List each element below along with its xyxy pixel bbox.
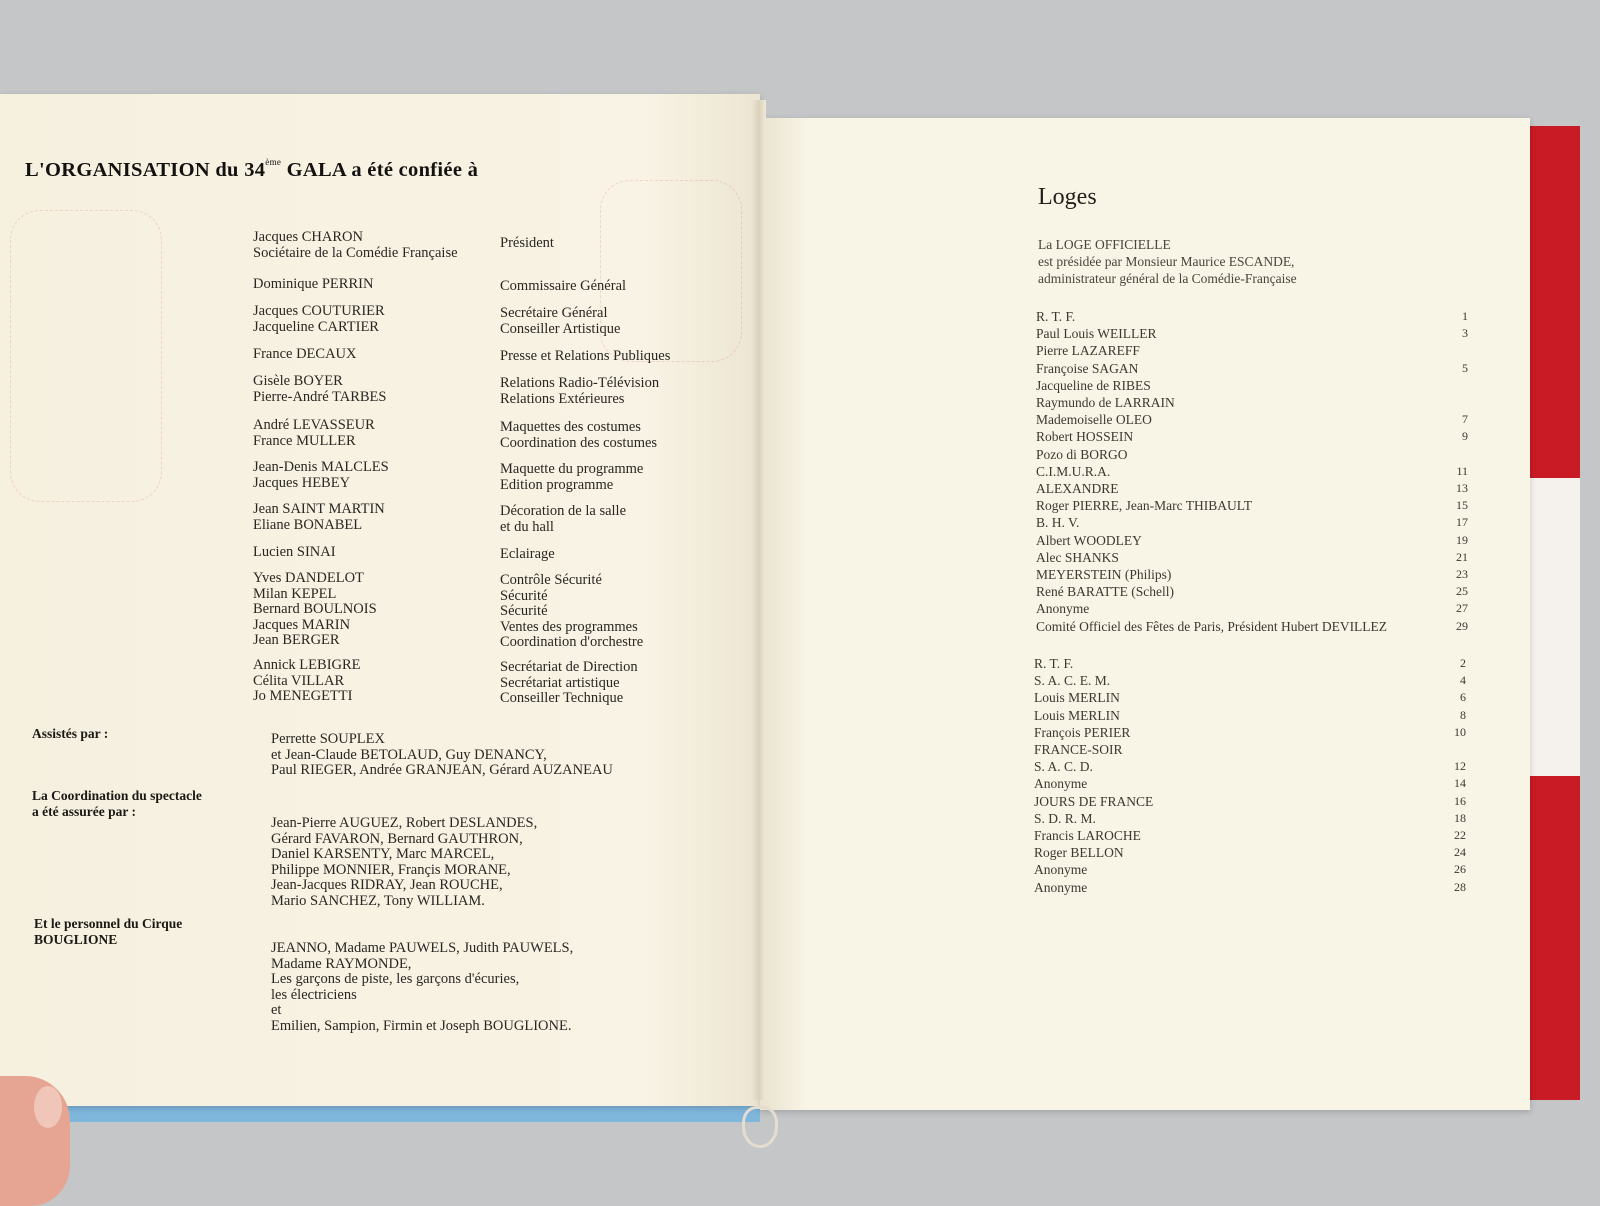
organisation-names xyxy=(253,374,386,405)
organisation-names xyxy=(253,418,375,449)
loge-number: 10 xyxy=(1454,724,1466,739)
loge-holder: Pierre LAZAREFF xyxy=(1036,343,1140,359)
loge-row xyxy=(1034,775,1466,792)
person-name: Sociétaire de la Comédie Française xyxy=(253,244,458,261)
faint-offset-print xyxy=(600,180,742,362)
person-name: France DECAUX xyxy=(253,346,357,362)
loge-holder: Anonyme xyxy=(1034,879,1088,895)
loge-holder: Comité Officiel des Fêtes de Paris, Président Hubert DEVILLEZ xyxy=(1036,618,1388,634)
organisation-roles xyxy=(500,279,626,295)
loge-officielle-intro: La LOGE OFFICIELLE est présidée par Monsieur Maurice ESCANDE, administrateur général de la Comédie-Française xyxy=(1038,237,1297,286)
loge-holder: MEYERSTEIN (Philips) xyxy=(1036,567,1172,583)
organisation-roles xyxy=(500,376,659,407)
loge-row xyxy=(1034,672,1466,689)
loge-holder: Paul Louis WEILLER xyxy=(1036,326,1157,342)
loge-number: 1 xyxy=(1462,309,1468,323)
loge-number: 4 xyxy=(1460,673,1466,688)
organisation-roles xyxy=(500,660,638,707)
organisation-names xyxy=(253,658,361,705)
organisation-names xyxy=(253,460,389,491)
loges-title: Loges xyxy=(1038,184,1097,210)
person-name: Annick LEBIGRE xyxy=(253,657,361,673)
loge-row xyxy=(1034,689,1466,706)
loge-number: 12 xyxy=(1454,759,1466,774)
loge-row xyxy=(1036,600,1468,617)
loge-holder: B. H. V. xyxy=(1036,515,1080,531)
role-title: Maquette du programme xyxy=(500,461,644,477)
loge-holder: ALEXANDRE xyxy=(1036,481,1119,497)
loge-row xyxy=(1034,724,1466,741)
loge-row xyxy=(1036,377,1468,394)
loge-number: 2 xyxy=(1460,656,1466,670)
role-title: Secrétariat artistique xyxy=(500,674,620,691)
book-gutter xyxy=(752,100,766,1100)
person-name: Eliane BONABEL xyxy=(253,516,363,533)
organisation-roles xyxy=(500,349,670,365)
role-title: Coordination des costumes xyxy=(500,434,658,451)
person-name: Milan KEPEL xyxy=(253,585,337,602)
loge-holder: Françoise SAGAN xyxy=(1036,360,1139,376)
role-title: Relations Radio-Télévision xyxy=(500,375,660,391)
role-title: Secrétariat de Direction xyxy=(500,659,638,675)
loge-number: 8 xyxy=(1460,707,1466,722)
loge-holder: Raymundo de LARRAIN xyxy=(1036,395,1175,411)
even-loges-list xyxy=(1034,655,1466,896)
organisation-roles xyxy=(500,462,643,493)
flag-white-band xyxy=(1526,478,1580,776)
role-title: Sécurité xyxy=(500,587,548,604)
loge-number: 13 xyxy=(1456,481,1468,496)
loge-number: 28 xyxy=(1454,879,1466,894)
role-title: et du hall xyxy=(500,518,554,535)
loge-holder: JOURS DE FRANCE xyxy=(1034,793,1154,809)
loge-row xyxy=(1034,810,1466,827)
loge-holder: Pozo di BORGO xyxy=(1036,446,1128,462)
loge-row xyxy=(1036,566,1468,583)
loge-holder: Mademoiselle OLEO xyxy=(1036,412,1152,428)
person-name: Jacques HEBEY xyxy=(253,474,351,491)
organisation-roles xyxy=(500,504,626,535)
loge-row xyxy=(1034,861,1466,878)
person-name: Jean BERGER xyxy=(253,632,340,648)
loge-row xyxy=(1034,758,1466,775)
loge-holder: R. T. F. xyxy=(1036,309,1076,324)
assistes-label: Assistés par : xyxy=(32,726,109,741)
loge-holder: R. T. F. xyxy=(1034,656,1074,671)
loge-number: 24 xyxy=(1454,845,1466,860)
organisation-roles xyxy=(500,547,555,563)
organisation-roles xyxy=(500,573,643,651)
organisation-roles xyxy=(500,306,620,337)
assistes-text: Perrette SOUPLEX et Jean-Claude BETOLAUD, Guy DENANCY, Paul RIEGER, Andrée GRANJEAN, Gérard AUZANEAU xyxy=(271,731,613,778)
loge-row xyxy=(1034,827,1466,844)
person-name: Jacqueline CARTIER xyxy=(253,318,379,335)
loge-row xyxy=(1034,844,1466,861)
loge-row xyxy=(1036,583,1468,600)
loge-number: 22 xyxy=(1454,828,1466,843)
loge-holder: Jacqueline de RIBES xyxy=(1036,377,1151,393)
loge-holder: S. A. C. E. M. xyxy=(1034,673,1111,689)
role-title: Eclairage xyxy=(500,546,555,562)
role-title: Ventes des programmes xyxy=(500,618,638,635)
role-title: Conseiller Technique xyxy=(500,690,624,706)
loge-number: 6 xyxy=(1460,690,1466,705)
organisation-names xyxy=(253,347,357,363)
loge-number: 5 xyxy=(1462,360,1468,375)
personnel-text: JEANNO, Madame PAUWELS, Judith PAUWELS, Madame RAYMONDE, Les garçons de piste, les garçons d'écuries, les électriciens et Emilien, Sampion, Firmin et Joseph BOUGLIONE. xyxy=(271,940,574,1034)
person-name: André LEVASSEUR xyxy=(253,417,375,433)
role-title: Coordination d'orchestre xyxy=(500,634,644,650)
person-name: Jean-Denis MALCLES xyxy=(253,459,389,475)
role-title: Presse et Relations Publiques xyxy=(500,348,671,364)
loge-row xyxy=(1034,741,1466,758)
loge-row xyxy=(1034,707,1466,724)
loge-number: 18 xyxy=(1454,810,1466,825)
loge-holder: Louis MERLIN xyxy=(1034,707,1120,723)
loge-holder: S. A. C. D. xyxy=(1034,759,1093,775)
role-title: Conseiller Artistique xyxy=(500,320,621,337)
role-title: Commissaire Général xyxy=(500,278,627,294)
thumbnail-nail xyxy=(34,1086,62,1128)
organisation-names xyxy=(253,502,385,533)
person-name: Dominique PERRIN xyxy=(253,276,374,292)
organisation-roles xyxy=(500,420,657,451)
personnel-label: Et le personnel du Cirque BOUGLIONE xyxy=(34,916,183,947)
loge-row xyxy=(1036,325,1468,342)
loge-number: 26 xyxy=(1454,862,1466,877)
loge-holder: Alec SHANKS xyxy=(1036,549,1119,565)
role-title: Président xyxy=(500,235,554,251)
organisation-names xyxy=(253,571,377,649)
role-title: Décoration de la salle xyxy=(500,503,627,519)
loge-row xyxy=(1036,532,1468,549)
coordination-label: La Coordination du spectacle a été assurée par : xyxy=(32,788,202,819)
organisation-names xyxy=(253,230,458,261)
red-white-flag-ribbon xyxy=(1526,126,1580,1100)
blue-cover-edge xyxy=(0,1106,760,1122)
loge-row xyxy=(1036,618,1468,635)
loge-holder: Albert WOODLEY xyxy=(1036,532,1142,548)
loge-number: 15 xyxy=(1456,498,1468,513)
loge-number: 29 xyxy=(1456,618,1468,633)
loge-number: 21 xyxy=(1456,549,1468,564)
organisation-names xyxy=(253,304,385,335)
loge-holder: René BARATTE (Schell) xyxy=(1036,584,1174,600)
person-name: Jo MENEGETTI xyxy=(253,688,353,704)
loge-row xyxy=(1034,655,1466,672)
person-name: Jacques MARIN xyxy=(253,616,351,633)
loge-row xyxy=(1034,793,1466,810)
faint-offset-print xyxy=(10,210,162,502)
role-title: Maquettes des costumes xyxy=(500,419,641,435)
loge-row xyxy=(1036,514,1468,531)
loge-number: 11 xyxy=(1456,463,1468,478)
loge-number: 27 xyxy=(1456,601,1468,616)
loge-number: 9 xyxy=(1462,429,1468,444)
loge-row xyxy=(1036,497,1468,514)
loge-number: 25 xyxy=(1456,584,1468,599)
loge-holder: Roger BELLON xyxy=(1034,845,1124,861)
loge-holder: Francis LAROCHE xyxy=(1034,828,1141,844)
role-title: Edition programme xyxy=(500,476,614,493)
person-name: Jean SAINT MARTIN xyxy=(253,501,385,517)
loge-row xyxy=(1034,879,1466,896)
person-name: Gisèle BOYER xyxy=(253,373,343,389)
person-name: Jacques COUTURIER xyxy=(253,303,385,319)
loge-holder: Anonyme xyxy=(1034,862,1088,878)
loge-holder: Roger PIERRE, Jean-Marc THIBAULT xyxy=(1036,498,1252,514)
loge-holder: C.I.M.U.R.A. xyxy=(1036,463,1111,479)
loge-number: 19 xyxy=(1456,532,1468,547)
loge-row xyxy=(1036,394,1468,411)
role-title: Secrétaire Général xyxy=(500,305,608,321)
person-name: Bernard BOULNOIS xyxy=(253,601,377,617)
person-name: Pierre-André TARBES xyxy=(253,388,387,405)
loge-holder: Anonyme xyxy=(1036,601,1090,617)
person-name: Célita VILLAR xyxy=(253,672,345,689)
loge-row xyxy=(1036,480,1468,497)
loge-holder: Robert HOSSEIN xyxy=(1036,429,1134,445)
loge-holder: Anonyme xyxy=(1034,776,1088,792)
organisation-roles xyxy=(500,236,554,252)
organisation-names xyxy=(253,277,373,293)
role-title: Sécurité xyxy=(500,603,548,619)
bookmark-cord xyxy=(742,1106,778,1148)
organisation-names xyxy=(253,545,336,561)
loge-row xyxy=(1036,411,1468,428)
loge-number: 7 xyxy=(1462,412,1468,427)
loge-number: 3 xyxy=(1462,326,1468,341)
loge-number: 14 xyxy=(1454,776,1466,791)
odd-loges-list xyxy=(1036,308,1468,635)
loge-row xyxy=(1036,463,1468,480)
loge-number: 16 xyxy=(1454,793,1466,808)
role-title: Relations Extérieures xyxy=(500,390,625,407)
loge-row xyxy=(1036,308,1468,325)
loge-holder: S. D. R. M. xyxy=(1034,810,1096,826)
loge-holder: FRANCE-SOIR xyxy=(1034,742,1123,758)
loge-row xyxy=(1036,360,1468,377)
person-name: Lucien SINAI xyxy=(253,544,336,560)
loge-row xyxy=(1036,342,1468,359)
role-title: Contrôle Sécurité xyxy=(500,572,602,588)
loge-row xyxy=(1036,549,1468,566)
person-name: Yves DANDELOT xyxy=(253,570,364,586)
organisation-title: L'ORGANISATION du 34ème GALA a été confiée à xyxy=(25,157,479,181)
coordination-text: Jean-Pierre AUGUEZ, Robert DESLANDES, Gérard FAVARON, Bernard GAUTHRON, Daniel KARSENTY, Marc MARCEL, Philippe MONNIER, Françis MORANE, Jean-Jacques RIDRAY, Jean ROUCHE, Mario SANCHEZ, Tony WILLIAM. xyxy=(271,815,538,909)
loge-number: 23 xyxy=(1456,567,1468,582)
loge-holder: François PERIER xyxy=(1034,724,1131,740)
person-name: Jacques CHARON xyxy=(253,229,363,245)
loge-number: 17 xyxy=(1456,515,1468,530)
loge-row xyxy=(1036,446,1468,463)
loge-row xyxy=(1036,428,1468,445)
loge-holder: Louis MERLIN xyxy=(1034,690,1120,706)
person-name: France MULLER xyxy=(253,432,356,449)
